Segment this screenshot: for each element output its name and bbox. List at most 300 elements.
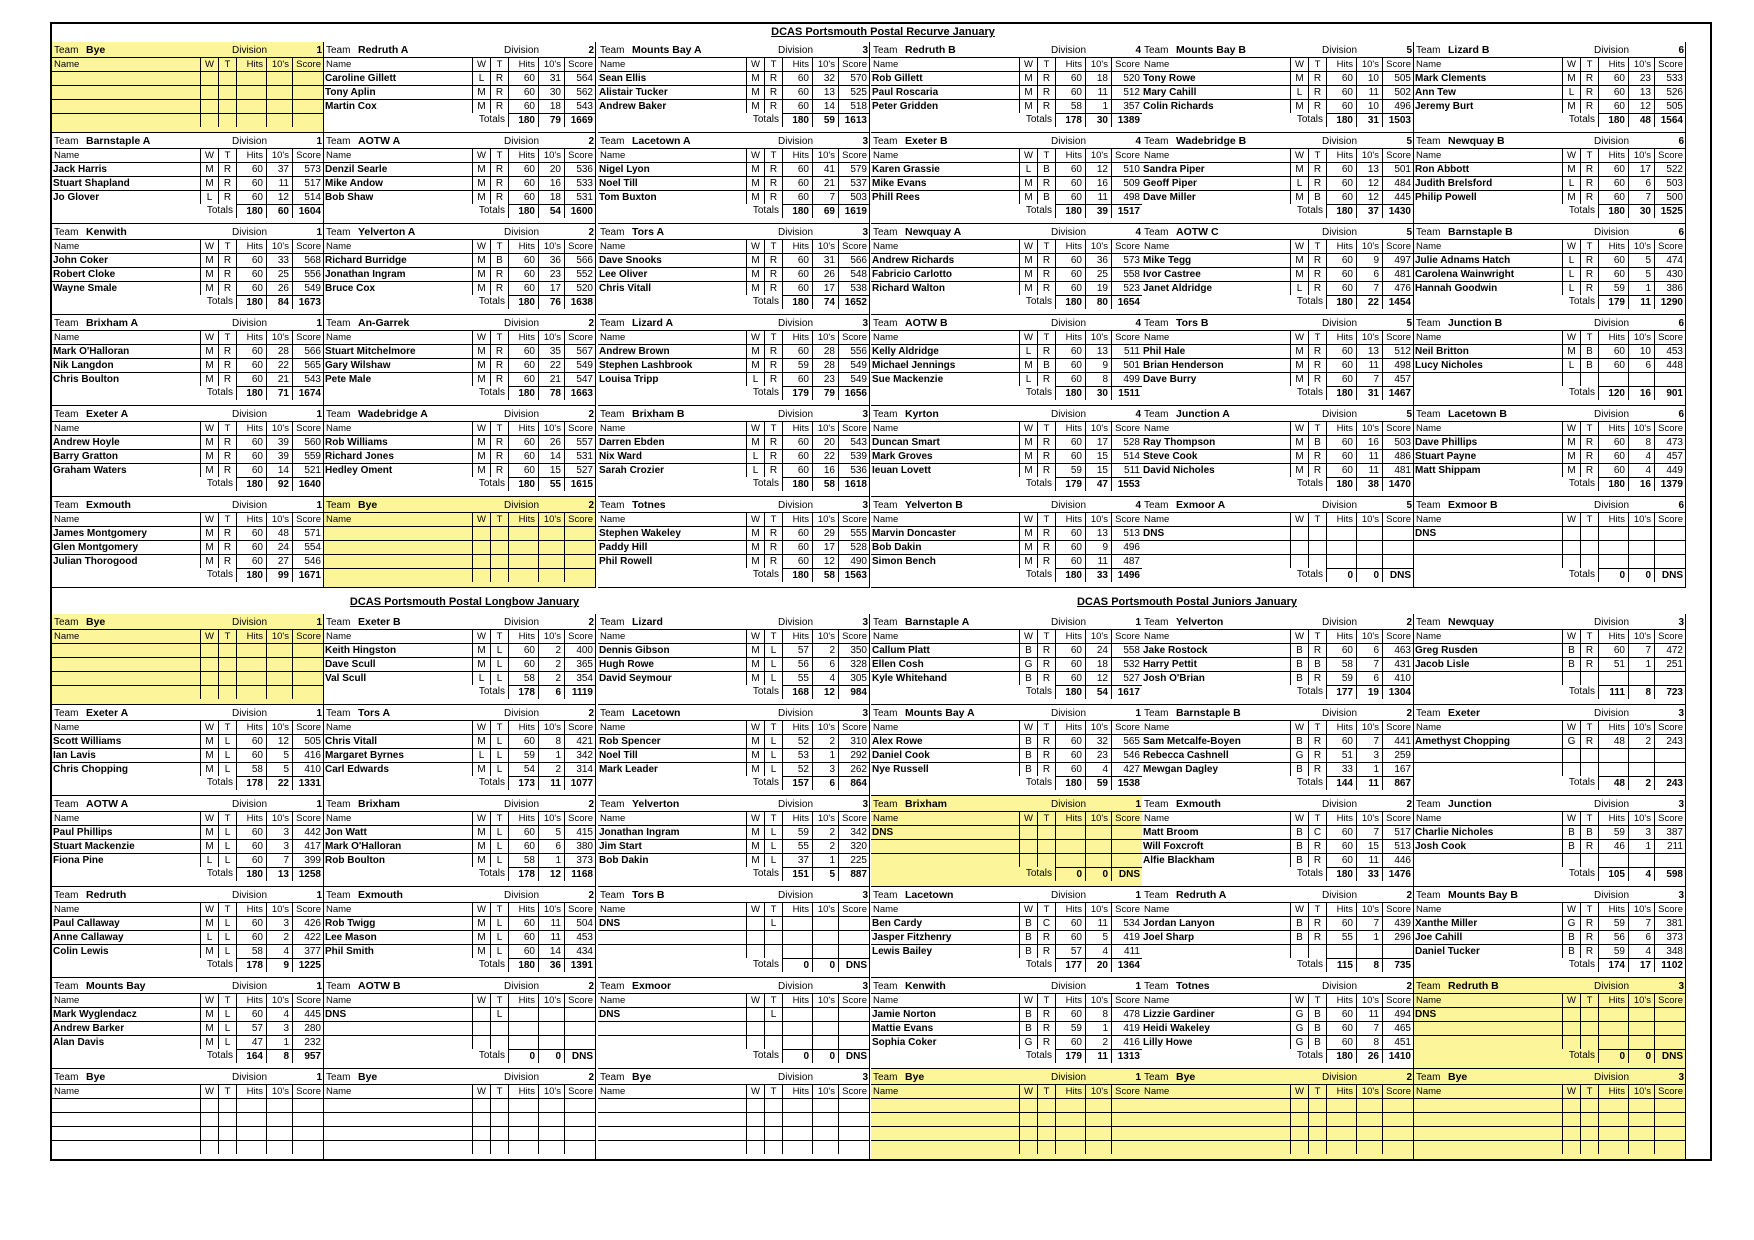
team-name: Newquay A bbox=[905, 226, 962, 238]
empty-total bbox=[52, 685, 200, 699]
total-score: 957 bbox=[292, 1049, 324, 1063]
totals-label: Totals bbox=[1296, 478, 1323, 489]
tens-header: 10's bbox=[1628, 57, 1654, 71]
archer-w: M bbox=[472, 99, 490, 113]
division-number: 2 bbox=[588, 981, 594, 992]
w-header: W bbox=[1290, 1084, 1308, 1098]
archer-name: Mark Wyglendacz bbox=[52, 1007, 200, 1021]
archer-score bbox=[564, 1035, 596, 1049]
score-header: Score bbox=[1654, 148, 1686, 162]
total-tens: 69 bbox=[812, 204, 838, 218]
division-label: Division bbox=[232, 799, 268, 810]
team-name: AOTW A bbox=[86, 798, 129, 810]
archer-hits: 60 bbox=[782, 463, 812, 477]
archer-tens: 35 bbox=[538, 344, 564, 358]
division-label: Division bbox=[1322, 1071, 1382, 1085]
team-name: An-Garrek bbox=[358, 317, 410, 329]
archer-w bbox=[472, 1007, 490, 1021]
division-number: 3 bbox=[862, 890, 868, 901]
team-block bbox=[52, 224, 324, 315]
t-header: T bbox=[1580, 148, 1598, 162]
archer-tens: 9 bbox=[1085, 358, 1111, 372]
empty-total bbox=[782, 1140, 812, 1154]
archer-hits: 60 bbox=[236, 463, 266, 477]
division-label: Division bbox=[1594, 1071, 1654, 1085]
t-header: T bbox=[764, 1084, 782, 1098]
name-header: Name bbox=[324, 57, 472, 71]
w-header: W bbox=[200, 148, 218, 162]
w-header: W bbox=[1019, 1084, 1037, 1098]
archer-tens: 2 bbox=[266, 930, 292, 944]
empty-total bbox=[490, 1140, 508, 1154]
archer-t: R bbox=[490, 344, 508, 358]
name-header: Name bbox=[1414, 148, 1562, 162]
archer-t: R bbox=[764, 372, 782, 386]
archer-t: R bbox=[1037, 643, 1055, 657]
archer-tens bbox=[1628, 1112, 1654, 1126]
archer-w: B bbox=[1290, 657, 1308, 671]
empty-total bbox=[218, 113, 236, 127]
archer-name: Matt Broom bbox=[1142, 825, 1290, 839]
archer-hits: 60 bbox=[508, 435, 538, 449]
archer-hits bbox=[236, 671, 266, 685]
archer-score: 546 bbox=[1111, 748, 1143, 762]
t-header: T bbox=[218, 811, 236, 825]
archer-tens: 14 bbox=[538, 944, 564, 958]
archer-w: M bbox=[1562, 190, 1580, 204]
archer-score: 520 bbox=[1111, 71, 1143, 85]
team-name: Exmoor A bbox=[1176, 499, 1226, 511]
archer-t: R bbox=[1037, 372, 1055, 386]
total-hits: 180 bbox=[236, 867, 266, 881]
archer-tens bbox=[538, 526, 564, 540]
archer-w bbox=[746, 930, 764, 944]
archer-w: M bbox=[472, 253, 490, 267]
archer-tens: 18 bbox=[538, 99, 564, 113]
t-header: T bbox=[490, 993, 508, 1007]
archer-score: 348 bbox=[1654, 944, 1686, 958]
archer-tens: 8 bbox=[538, 734, 564, 748]
archer-name bbox=[324, 1021, 472, 1035]
archer-tens: 18 bbox=[1085, 71, 1111, 85]
score-header: Score bbox=[564, 512, 596, 526]
archer-tens: 12 bbox=[1356, 190, 1382, 204]
hits-header: Hits bbox=[782, 239, 812, 253]
archer-w bbox=[746, 1112, 764, 1126]
team-name: Redruth A bbox=[358, 44, 409, 56]
archer-tens bbox=[1356, 554, 1382, 568]
total-hits: 173 bbox=[508, 776, 538, 790]
archer-name: Jasper Fitzhenry bbox=[871, 930, 1019, 944]
archer-score: 463 bbox=[1382, 643, 1414, 657]
totals-label: Totals bbox=[206, 1050, 233, 1061]
archer-w: M bbox=[1290, 449, 1308, 463]
archer-hits: 60 bbox=[782, 162, 812, 176]
archer-t: B bbox=[1308, 1007, 1326, 1021]
archer-hits: 60 bbox=[508, 281, 538, 295]
archer-w bbox=[1562, 1098, 1580, 1112]
archer-tens: 13 bbox=[1628, 85, 1654, 99]
division-number: 3 bbox=[1658, 980, 1684, 994]
archer-score bbox=[1382, 540, 1414, 554]
total-hits: 180 bbox=[782, 204, 812, 218]
archer-hits: 60 bbox=[508, 253, 538, 267]
archer-hits: 60 bbox=[782, 71, 812, 85]
team-name: Exmouth bbox=[1176, 798, 1221, 810]
archer-tens: 27 bbox=[266, 554, 292, 568]
archer-tens: 19 bbox=[1085, 281, 1111, 295]
archer-w bbox=[472, 1112, 490, 1126]
team-name: Exmoor bbox=[632, 980, 672, 992]
archer-tens: 37 bbox=[266, 162, 292, 176]
archer-hits: 60 bbox=[236, 825, 266, 839]
division-label: Division bbox=[1322, 500, 1358, 511]
archer-name: Lewis Bailey bbox=[871, 944, 1019, 958]
total-tens: 31 bbox=[1356, 386, 1382, 400]
division-label: Division bbox=[232, 136, 268, 147]
archer-tens: 26 bbox=[266, 281, 292, 295]
division-label: Division bbox=[778, 409, 814, 420]
empty-total bbox=[508, 568, 538, 582]
archer-tens bbox=[1085, 825, 1111, 839]
totals-label: Totals bbox=[1296, 205, 1323, 216]
total-tens: 48 bbox=[1628, 113, 1654, 127]
archer-hits: 60 bbox=[236, 748, 266, 762]
score-header: Score bbox=[1111, 720, 1143, 734]
archer-hits: 57 bbox=[782, 643, 812, 657]
total-tens: 22 bbox=[1356, 295, 1382, 309]
score-header: Score bbox=[838, 239, 870, 253]
archer-t bbox=[1308, 944, 1326, 958]
archer-w bbox=[1562, 526, 1580, 540]
total-hits: 164 bbox=[236, 1049, 266, 1063]
archer-hits: 60 bbox=[1326, 734, 1356, 748]
team-block bbox=[324, 796, 596, 887]
archer-score: 511 bbox=[1111, 344, 1143, 358]
archer-w: L bbox=[1019, 162, 1037, 176]
totals-label: Totals bbox=[1025, 1050, 1052, 1061]
team-block bbox=[324, 315, 596, 406]
archer-t bbox=[764, 1126, 782, 1140]
division-label: Division bbox=[232, 890, 268, 901]
archer-t: R bbox=[1037, 526, 1055, 540]
t-header: T bbox=[1037, 148, 1055, 162]
score-header: Score bbox=[564, 720, 596, 734]
archer-hits bbox=[782, 1035, 812, 1049]
division-label: Division bbox=[778, 617, 814, 628]
archer-tens: 6 bbox=[1628, 176, 1654, 190]
archer-tens bbox=[266, 643, 292, 657]
archer-score: 399 bbox=[292, 853, 324, 867]
division-label: Division bbox=[504, 227, 540, 238]
archer-t: R bbox=[1580, 253, 1598, 267]
archer-score: 496 bbox=[1111, 540, 1143, 554]
division-label: Division bbox=[1051, 1071, 1111, 1085]
team-label: Team bbox=[600, 708, 625, 719]
hits-header: Hits bbox=[782, 148, 812, 162]
score-header: Score bbox=[1382, 148, 1414, 162]
team-label: Team bbox=[873, 798, 913, 812]
name-header: Name bbox=[52, 629, 200, 643]
total-score: DNS bbox=[564, 1049, 596, 1063]
empty-total bbox=[538, 568, 564, 582]
team-label: Team bbox=[326, 981, 351, 992]
archer-w: G bbox=[1290, 748, 1308, 762]
archer-name: Graham Waters bbox=[52, 463, 200, 477]
archer-hits: 58 bbox=[236, 944, 266, 958]
score-header: Score bbox=[292, 720, 324, 734]
archer-name: Marvin Doncaster bbox=[871, 526, 1019, 540]
division-number: 2 bbox=[588, 227, 594, 238]
totals-label: Totals bbox=[1025, 114, 1052, 125]
archer-hits: 59 bbox=[782, 825, 812, 839]
archer-t: R bbox=[1308, 162, 1326, 176]
empty-total bbox=[52, 1140, 200, 1154]
total-score: 1538 bbox=[1111, 776, 1143, 790]
hits-header: Hits bbox=[1055, 629, 1085, 643]
archer-w bbox=[200, 671, 218, 685]
team-block bbox=[1142, 705, 1414, 796]
total-hits: 180 bbox=[1326, 867, 1356, 881]
tens-header: 10's bbox=[266, 1084, 292, 1098]
archer-name: Paul Callaway bbox=[52, 916, 200, 930]
total-score: 598 bbox=[1654, 867, 1686, 881]
division-label: Division bbox=[232, 318, 268, 329]
archer-score: 445 bbox=[1382, 190, 1414, 204]
archer-tens bbox=[812, 916, 838, 930]
hits-header: Hits bbox=[508, 993, 538, 1007]
team-label: Team bbox=[326, 799, 351, 810]
archer-tens bbox=[1628, 554, 1654, 568]
total-score: 1656 bbox=[838, 386, 870, 400]
archer-score bbox=[1654, 526, 1686, 540]
hits-header: Hits bbox=[1326, 811, 1356, 825]
t-header: T bbox=[764, 720, 782, 734]
total-hits: 180 bbox=[782, 477, 812, 491]
total-tens: 79 bbox=[538, 113, 564, 127]
archer-hits: 60 bbox=[236, 916, 266, 930]
archer-t: R bbox=[1308, 85, 1326, 99]
archer-w: L bbox=[200, 853, 218, 867]
tens-header: 10's bbox=[1356, 57, 1382, 71]
archer-t: R bbox=[1308, 267, 1326, 281]
archer-hits bbox=[508, 554, 538, 568]
total-hits: 180 bbox=[236, 204, 266, 218]
archer-t: R bbox=[764, 526, 782, 540]
archer-t: B bbox=[1580, 344, 1598, 358]
archer-hits: 59 bbox=[1055, 463, 1085, 477]
archer-w: M bbox=[200, 435, 218, 449]
score-header: Score bbox=[564, 148, 596, 162]
tens-header: 10's bbox=[812, 239, 838, 253]
total-score: 1511 bbox=[1111, 386, 1143, 400]
archer-w: L bbox=[1562, 358, 1580, 372]
archer-score bbox=[564, 1021, 596, 1035]
archer-score: 211 bbox=[1654, 839, 1686, 853]
archer-name: Dave Phillips bbox=[1414, 435, 1562, 449]
team-block bbox=[1142, 406, 1414, 497]
archer-score: 310 bbox=[838, 734, 870, 748]
score-header: Score bbox=[1382, 421, 1414, 435]
team-block bbox=[1414, 796, 1686, 887]
team-label: Team bbox=[600, 1072, 625, 1083]
archer-name: Jake Rostock bbox=[1142, 643, 1290, 657]
archer-score: 513 bbox=[1111, 526, 1143, 540]
division-number: 3 bbox=[862, 409, 868, 420]
archer-tens: 15 bbox=[1085, 449, 1111, 463]
archer-tens: 7 bbox=[812, 190, 838, 204]
archer-score: 527 bbox=[1111, 671, 1143, 685]
t-header: T bbox=[764, 239, 782, 253]
archer-tens: 2 bbox=[812, 825, 838, 839]
archer-name: Karen Grassie bbox=[871, 162, 1019, 176]
w-header: W bbox=[746, 239, 764, 253]
w-header: W bbox=[1290, 148, 1308, 162]
team-name: Yelverton bbox=[1176, 616, 1224, 628]
archer-hits: 60 bbox=[782, 281, 812, 295]
archer-w bbox=[200, 643, 218, 657]
archer-name: DNS bbox=[324, 1007, 472, 1021]
tens-header: 10's bbox=[266, 148, 292, 162]
archer-tens bbox=[812, 944, 838, 958]
w-header: W bbox=[472, 148, 490, 162]
name-header: Name bbox=[598, 993, 746, 1007]
name-header: Name bbox=[1142, 330, 1290, 344]
score-header: Score bbox=[292, 629, 324, 643]
t-header: T bbox=[218, 57, 236, 71]
total-hits: 180 bbox=[1326, 386, 1356, 400]
archer-name bbox=[1414, 1021, 1562, 1035]
archer-score: 564 bbox=[564, 71, 596, 85]
hits-header: Hits bbox=[508, 148, 538, 162]
archer-name bbox=[52, 643, 200, 657]
total-hits: 180 bbox=[1326, 204, 1356, 218]
team-block bbox=[52, 796, 324, 887]
archer-tens bbox=[812, 1112, 838, 1126]
hits-header: Hits bbox=[508, 330, 538, 344]
archer-w: M bbox=[1562, 463, 1580, 477]
archer-w: M bbox=[200, 162, 218, 176]
archer-name: Val Scull bbox=[324, 671, 472, 685]
archer-score bbox=[564, 554, 596, 568]
tens-header: 10's bbox=[1628, 720, 1654, 734]
archer-name bbox=[871, 853, 1019, 867]
team-name: Brixham A bbox=[86, 317, 139, 329]
archer-score: 350 bbox=[838, 643, 870, 657]
archer-t: B bbox=[1580, 358, 1598, 372]
archer-w: L bbox=[1562, 267, 1580, 281]
archer-tens: 12 bbox=[266, 734, 292, 748]
archer-name: Mattie Evans bbox=[871, 1021, 1019, 1035]
total-hits: 105 bbox=[1598, 867, 1628, 881]
archer-t bbox=[490, 1126, 508, 1140]
archer-score: 499 bbox=[1111, 372, 1143, 386]
team-block bbox=[52, 133, 324, 224]
t-header: T bbox=[1037, 330, 1055, 344]
archer-w: L bbox=[746, 463, 764, 477]
hits-header: Hits bbox=[1598, 57, 1628, 71]
t-header: T bbox=[1308, 720, 1326, 734]
t-header: T bbox=[1308, 57, 1326, 71]
archer-t bbox=[490, 1112, 508, 1126]
archer-w: M bbox=[472, 643, 490, 657]
archer-name: Jamie Norton bbox=[871, 1007, 1019, 1021]
archer-score: 305 bbox=[838, 671, 870, 685]
archer-name: Carl Edwards bbox=[324, 762, 472, 776]
total-score: 1391 bbox=[564, 958, 596, 972]
archer-tens: 4 bbox=[812, 671, 838, 685]
empty-total bbox=[538, 1140, 564, 1154]
archer-score: 373 bbox=[564, 853, 596, 867]
hits-header: Hits bbox=[1326, 512, 1356, 526]
archer-tens: 5 bbox=[1628, 253, 1654, 267]
score-header: Score bbox=[564, 330, 596, 344]
archer-w bbox=[1562, 372, 1580, 386]
archer-t: L bbox=[490, 748, 508, 762]
totals-label: Totals bbox=[1568, 387, 1595, 398]
archer-t: L bbox=[218, 944, 236, 958]
archer-tens: 7 bbox=[1356, 372, 1382, 386]
t-header: T bbox=[490, 512, 508, 526]
name-header: Name bbox=[1414, 720, 1562, 734]
t-header: T bbox=[1037, 720, 1055, 734]
archer-hits bbox=[236, 1126, 266, 1140]
archer-t: L bbox=[490, 734, 508, 748]
archer-tens bbox=[1356, 540, 1382, 554]
archer-tens bbox=[266, 71, 292, 85]
archer-hits bbox=[508, 526, 538, 540]
archer-hits: 60 bbox=[1055, 916, 1085, 930]
archer-t: R bbox=[1580, 176, 1598, 190]
archer-tens: 2 bbox=[538, 657, 564, 671]
archer-tens: 21 bbox=[266, 372, 292, 386]
archer-w: M bbox=[1290, 267, 1308, 281]
tens-header: 10's bbox=[266, 993, 292, 1007]
archer-tens bbox=[1356, 1098, 1382, 1112]
archer-w bbox=[200, 1126, 218, 1140]
division-label: Division bbox=[232, 616, 292, 630]
archer-w: M bbox=[200, 344, 218, 358]
archer-name bbox=[1142, 1098, 1290, 1112]
archer-name: Tom Buxton bbox=[598, 190, 746, 204]
archer-score: 525 bbox=[838, 85, 870, 99]
score-header: Score bbox=[292, 902, 324, 916]
archer-t: R bbox=[1308, 853, 1326, 867]
archer-w: M bbox=[1290, 344, 1308, 358]
archer-t: R bbox=[1580, 435, 1598, 449]
archer-name: Alan Davis bbox=[52, 1035, 200, 1049]
archer-w bbox=[1562, 853, 1580, 867]
archer-score: 292 bbox=[838, 748, 870, 762]
team-block bbox=[1142, 497, 1414, 588]
tens-header: 10's bbox=[812, 512, 838, 526]
score-header: Score bbox=[1111, 902, 1143, 916]
archer-w: M bbox=[1019, 435, 1037, 449]
archer-tens: 33 bbox=[266, 253, 292, 267]
archer-score bbox=[1654, 1126, 1686, 1140]
hits-header: Hits bbox=[782, 993, 812, 1007]
archer-t: R bbox=[1037, 99, 1055, 113]
w-header: W bbox=[1562, 57, 1580, 71]
archer-tens: 11 bbox=[1085, 916, 1111, 930]
empty-total bbox=[472, 1140, 490, 1154]
archer-t: R bbox=[764, 267, 782, 281]
team-name: Redruth bbox=[86, 889, 127, 901]
total-tens: 5 bbox=[812, 867, 838, 881]
total-hits: 0 bbox=[1598, 568, 1628, 582]
team-label: Team bbox=[1416, 799, 1441, 810]
archer-tens: 12 bbox=[266, 190, 292, 204]
